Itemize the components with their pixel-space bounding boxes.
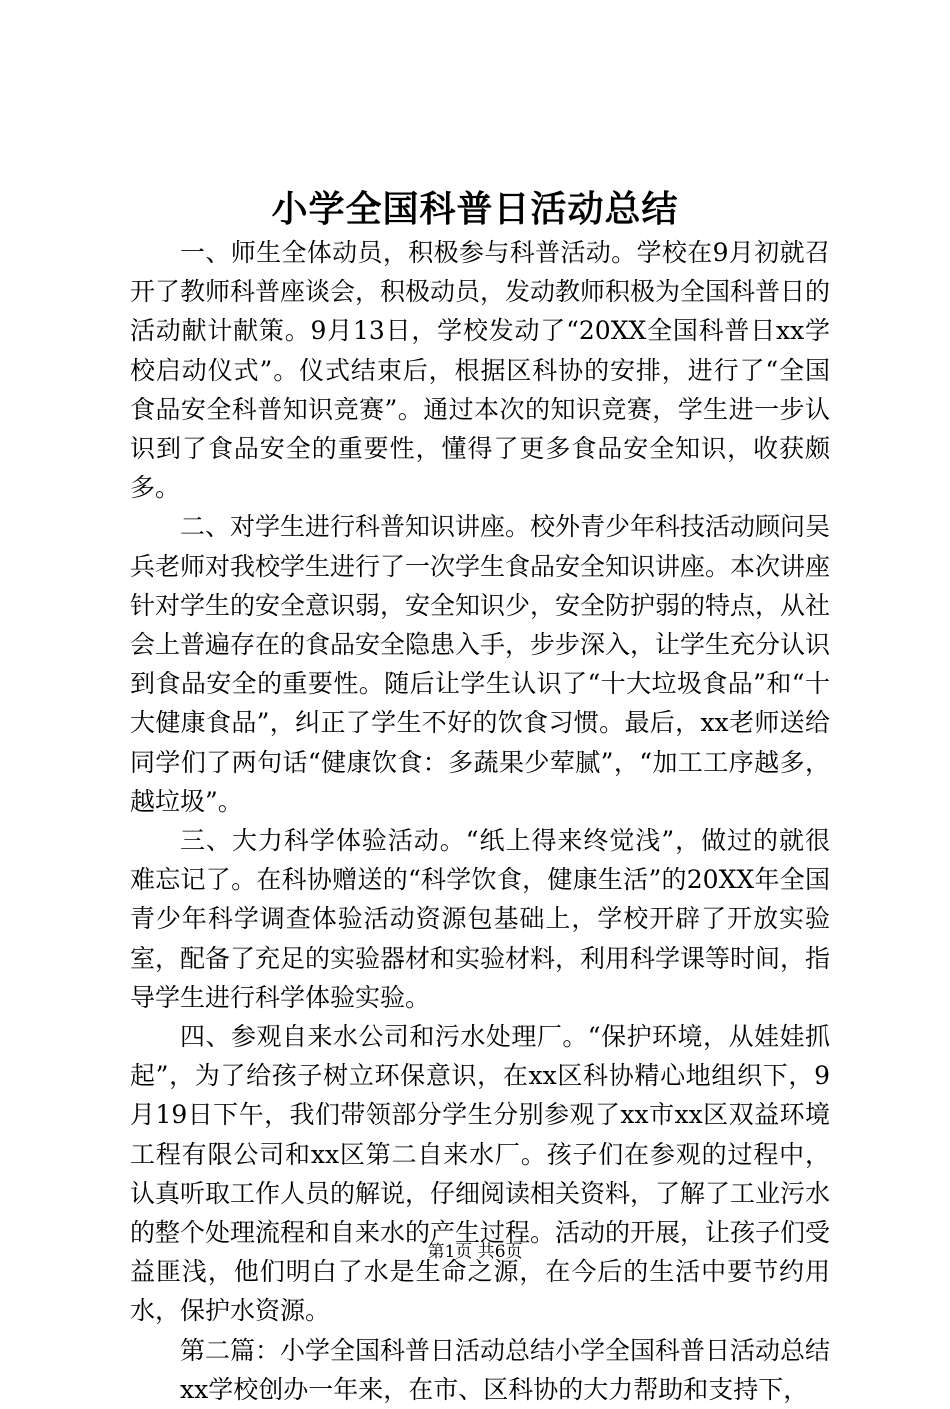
paragraph-2: 二、对学生进行科普知识讲座。校外青少年科技活动顾问吴兵老师对我校学生进行了一次学生食品安全知识讲座。本次讲座针对学生的安全意识弱，安全知识少，安全防护弱的特点，从社会上普遍存在的食品安全隐患入手，步步深入，让学生充分认识到食品安全的重要性。随后让学生认识了“十大垃圾食品”和“十大健康食品”，纠正了学生不好的饮食习惯。最后，xx老师送给同学们了两句话“健康饮食：多蔬果少荤腻”，“加工工序越多，越垃圾”。 <box>130 512 831 816</box>
document-title: 小学全国科普日活动总结 <box>271 188 679 230</box>
paragraph-3: 三、大力科学体验活动。“纸上得来终觉浅”，做过的就很难忘记了。在科协赠送的“科学饮食，健康生活”的20XX年全国青少年科学调查体验活动资源包基础上，学校开辟了开放实验室，配备了充足的实验器材和实验材料，利用科学课等时间，指导学生进行科学体验实验。 <box>130 826 831 1012</box>
paragraph-5-section-heading: 第二篇：小学全国科普日活动总结小学全国科普日活动总结 <box>180 1335 831 1365</box>
paragraph-6: xx学校创办一年来，在市、区科协的大力帮助和支持下， <box>180 1374 809 1404</box>
paragraph-1: 一、师生全体动员，积极参与科普活动。学校在9月初就召开了教师科普座谈会，积极动员，发动教师积极为全国科普日的活动献计献策。9月13日，学校发动了“20XX全国科普日xx学校启动仪式”。仪式结束后，根据区科协的安排，进行了“全国食品安全科普知识竞赛”。通过本次的知识竞赛，学生进一步认识到了食品安全的重要性，懂得了更多食品安全知识，收获颇多。 <box>130 238 831 503</box>
paragraph-4: 四、参观自来水公司和污水处理厂。“保护环境，从娃娃抓起”，为了给孩子树立环保意识，在xx区科协精心地组织下，9月19日下午，我们带领部分学生分别参观了xx市xx区双益环境工程有限公司和xx区第二自来水厂。孩子们在参观的过程中，认真听取工作人员的解说，仔细阅读相关资料，了解了工业污水的整个处理流程和自来水的产生过程。活动的开展，让孩子们受益匪浅，他们明白了水是生命之源，在今后的生活中要节约用水，保护水资源。 <box>130 1022 831 1326</box>
document-body <box>130 233 830 1409</box>
page-number-footer: 第1页 共6页 <box>427 1242 523 1262</box>
